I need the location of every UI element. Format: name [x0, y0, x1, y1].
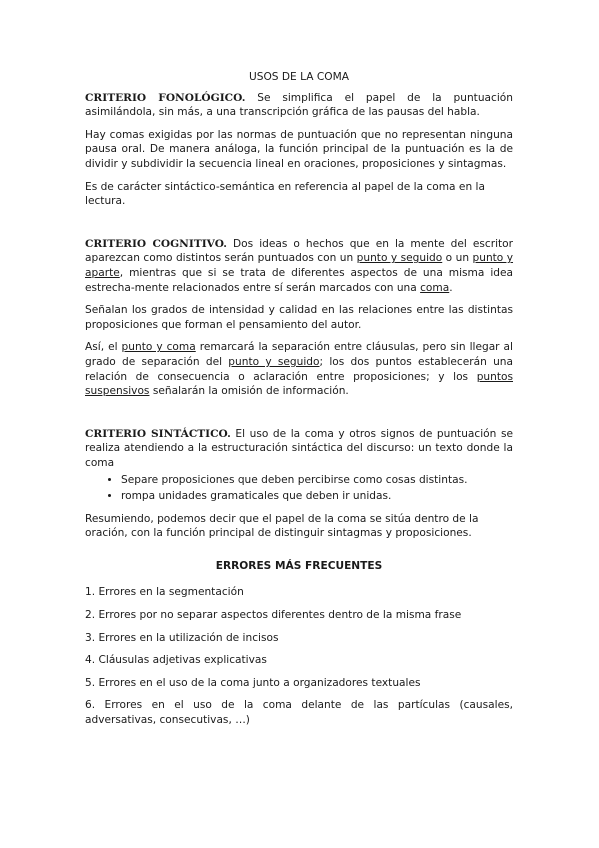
link-coma[interactable]: coma [420, 281, 450, 294]
link-punto-y-seguido-2[interactable]: punto y seguido [228, 355, 320, 368]
section-gap [85, 217, 513, 237]
link-punto-y-aparte[interactable]: punto y aparte [85, 252, 514, 279]
fonologico-paragraph-2: Hay comas exigidas por las normas de puntuación que no representan ninguna pausa oral. De manera análoga, la función principal de la puntuación es la de dividir y subdividir la secuencia lineal en oraciones, proposiciones y sintagmas. [85, 128, 513, 170]
cognitivo-heading: CRITERIO COGNITIVO. [85, 237, 227, 250]
fonologico-text: Se simplifica el papel de la puntuación asimilándola, sin más, a una transcripción gráfica de las pausas del habla. [85, 91, 513, 119]
cognitivo-text-d: . [449, 281, 453, 294]
sintactico-text: El uso de la coma y otros signos de puntuación se realiza atendiendo a la estructuración sintáctica del discurso: un texto donde la coma [85, 427, 513, 469]
sintactico-heading: CRITERIO SINTÁCTICO. [85, 427, 231, 440]
list-item: • rompa unidades gramaticales que deben ir unidas. [121, 489, 513, 504]
cognitivo-text-b: o un [442, 252, 473, 265]
errores-title: ERRORES MÁS FRECUENTES [215, 559, 383, 572]
cognitivo-paragraph-1 [85, 237, 513, 295]
cognitivo-p3-text-c: ; los dos puntos establecerán una relación de consecuencia o aclaración entre proposiciones; y los [85, 355, 514, 383]
sintactico-paragraph-1 [85, 427, 513, 471]
cognitivo-text-a: Dos ideas o hechos que en la mente del escritor aparezcan como distintos serán puntuados con un [85, 237, 513, 265]
cognitivo-p3-text-a: Así, el [85, 341, 122, 354]
cognitivo-text-c: , mientras que si se trata de diferentes aspectos de una misma idea estrecha-mente relacionados entre sí serán marcados con una [85, 266, 513, 294]
cognitivo-paragraph-3 [85, 340, 513, 398]
error-item: 2. Errores por no separar aspectos diferentes dentro de la misma frase [85, 609, 462, 622]
error-item: 3. Errores en la utilización de incisos [85, 631, 279, 644]
document-page [85, 70, 513, 736]
link-puntos-suspensivos[interactable]: puntos suspensivos [85, 370, 513, 398]
cognitivo-p3-text-d: señalarán la omisión de información. [149, 385, 349, 398]
error-item: 1. Errores en la segmentación [85, 586, 244, 599]
error-item: 5. Errores en el uso de la coma junto a organizadores textuales [85, 676, 421, 689]
error-item: 4. Cláusulas adjetivas explicativas [85, 654, 267, 667]
fonologico-paragraph-3: Es de carácter sintáctico-semántica en referencia al papel de la coma en la lectura. [85, 180, 485, 208]
sintactico-summary: Resumiendo, podemos decir que el papel de la coma se sitúa dentro de la oración, con la función principal de distinguir sintagmas y proposiciones. [85, 512, 479, 540]
fonologico-heading: CRITERIO FONOLÓGICO. [85, 91, 246, 104]
section-gap [85, 407, 513, 427]
list-item: • Separe proposiciones que deben percibirse como cosas distintas. [121, 473, 513, 488]
cognitivo-p3-text-b: remarcará la separación entre cláusulas, pero sin llegar al grado de separación del [85, 341, 513, 368]
link-punto-y-coma[interactable]: punto y coma [121, 341, 196, 354]
error-item: 6. Errores en el uso de la coma delante de las partículas (causales, adversativas, consecutivas, …) [85, 699, 513, 726]
fonologico-paragraph-1 [85, 91, 513, 120]
sintactico-bullet-list [85, 473, 513, 503]
document-title: USOS DE LA COMA [248, 71, 349, 83]
cognitivo-paragraph-2: Señalan los grados de intensidad y calidad en las relaciones entre las distintas proposiciones que forman el pensamiento del autor. [85, 304, 513, 331]
link-punto-y-seguido[interactable]: punto y seguido [356, 252, 443, 265]
